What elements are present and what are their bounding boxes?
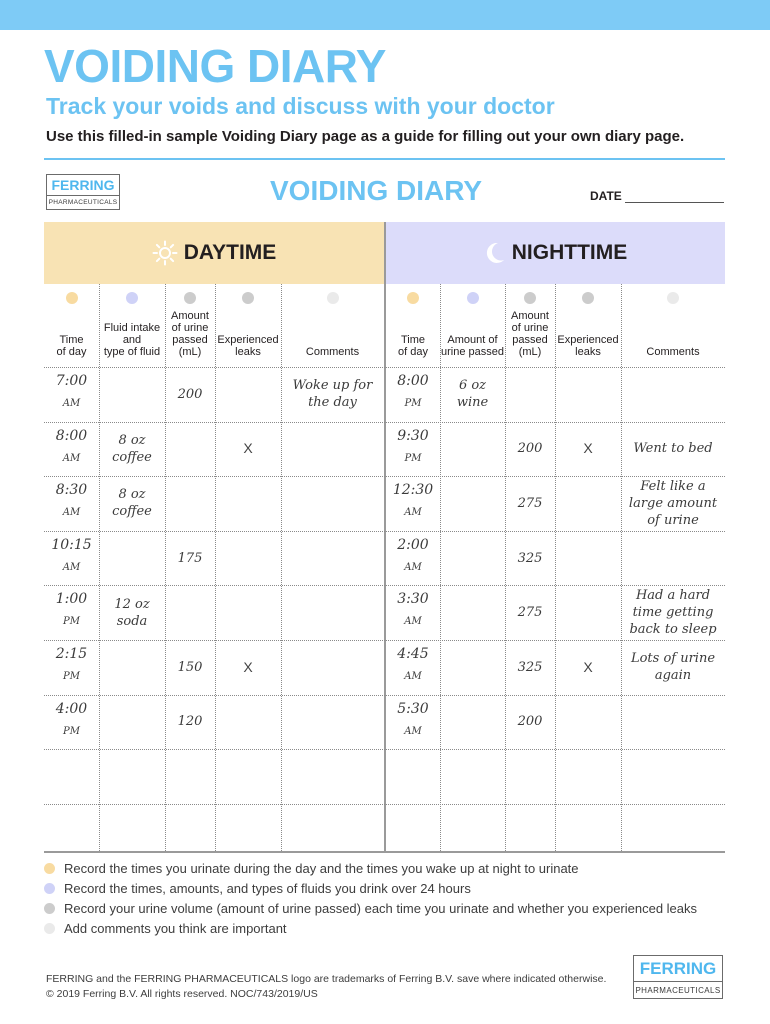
night-leaks-cell[interactable]: X xyxy=(583,440,593,457)
day-header-time-label: Time of day xyxy=(56,334,87,358)
day-leaks-cell[interactable]: X xyxy=(243,440,253,457)
time-value: 8:00 xyxy=(55,427,88,444)
night-leaks-dot xyxy=(582,292,594,304)
day-time-cell[interactable] xyxy=(44,427,99,465)
day-time-cell[interactable] xyxy=(44,809,99,817)
date-label: DATE xyxy=(590,189,622,203)
time-value: 4:45 xyxy=(397,646,429,662)
day-comment-cell[interactable] xyxy=(281,424,384,475)
footer-copyright: © 2019 Ferring B.V. All rights reserved. NOC/743/2019/US xyxy=(46,988,318,1000)
nighttime-banner xyxy=(386,222,725,284)
day-leaks-cell[interactable] xyxy=(215,478,281,529)
row-divider xyxy=(44,640,725,641)
ferring-logo xyxy=(46,174,120,210)
night-leaks-cell[interactable] xyxy=(555,533,621,584)
daytime-label: DAYTIME xyxy=(183,241,277,264)
footer xyxy=(46,972,616,1002)
night-fluid-dot xyxy=(467,292,479,304)
day-header-fluid-label: Fluid intake and type of fluid xyxy=(103,322,161,358)
legend-text: Record the times, amounts, and types of fluids you drink over 24 hours xyxy=(64,881,471,896)
day-amount-cell[interactable]: 120 xyxy=(177,714,203,730)
day-fluid-cell[interactable]: 12 oz soda xyxy=(114,596,150,629)
instruction-text: Use this filled-in sample Voiding Diary page as a guide for filling out your own diary page. xyxy=(46,128,685,145)
day-fluid-cell[interactable]: 8 oz coffee xyxy=(112,432,152,465)
day-leaks-cell[interactable]: X xyxy=(243,658,253,675)
day-leaks-cell[interactable] xyxy=(215,369,281,420)
table-bottom-rule xyxy=(44,851,725,853)
day-comment-cell[interactable] xyxy=(281,642,384,693)
ampm-value: PM xyxy=(63,725,80,737)
night-comment-cell[interactable]: Went to bed xyxy=(633,441,713,457)
day-amount-cell[interactable] xyxy=(165,587,215,638)
legend-item xyxy=(44,860,724,877)
night-time-cell[interactable] xyxy=(386,645,440,683)
night-header-time-label: Time of day xyxy=(398,334,428,358)
time-value: 1:00 xyxy=(55,591,88,608)
night-comment-cell[interactable] xyxy=(621,533,725,584)
page-title: VOIDING DIARY xyxy=(44,40,386,92)
day-fluid-cell[interactable]: 8 oz coffee xyxy=(112,487,152,520)
day-header-amount xyxy=(165,306,215,358)
day-amount-dot xyxy=(184,292,196,304)
row-divider xyxy=(44,585,725,586)
day-header-comments-label: Comments xyxy=(305,346,360,358)
diary-title: VOIDING DIARY xyxy=(270,175,483,206)
day-header-comments xyxy=(281,306,384,358)
night-header-fluid-label: Amount of urine passed xyxy=(441,334,504,358)
row-divider xyxy=(44,367,725,368)
day-amount-cell[interactable]: 175 xyxy=(177,550,203,566)
row-divider xyxy=(44,695,725,696)
row-divider xyxy=(44,531,725,532)
night-time-cell[interactable] xyxy=(386,590,440,628)
legend-item xyxy=(44,880,724,897)
day-fluid-cell[interactable] xyxy=(99,806,165,857)
logo-brand: FERRING xyxy=(47,175,119,196)
ampm-value: AM xyxy=(404,725,422,737)
night-leaks-cell[interactable] xyxy=(555,751,621,802)
night-header-amount xyxy=(505,306,555,358)
night-fluid-cell[interactable] xyxy=(440,587,505,638)
night-fluid-cell[interactable] xyxy=(440,533,505,584)
night-leaks-cell[interactable] xyxy=(555,806,621,857)
header-divider xyxy=(44,158,725,160)
ampm-value: PM xyxy=(404,452,422,464)
day-time-dot xyxy=(66,292,78,304)
ampm-value: AM xyxy=(404,671,422,682)
time-value: 12:30 xyxy=(392,482,434,499)
night-header-leaks-label: Experienced leaks xyxy=(557,334,619,358)
night-comment-cell[interactable]: Lots of urine again xyxy=(630,651,716,684)
day-comment-cell[interactable] xyxy=(281,806,384,857)
night-comment-cell[interactable] xyxy=(621,751,725,802)
night-fluid-cell[interactable]: 6 oz wine xyxy=(456,378,489,411)
night-amount-cell[interactable] xyxy=(505,806,555,857)
day-amount-cell[interactable] xyxy=(165,424,215,475)
night-time-dot xyxy=(407,292,419,304)
ampm-value: PM xyxy=(63,671,80,682)
night-fluid-cell[interactable] xyxy=(440,751,505,802)
row-divider xyxy=(44,476,725,477)
day-header-time xyxy=(44,306,99,358)
legend-text: Record your urine volume (amount of urine passed) each time you urinate and whether you experienced leaks xyxy=(64,901,698,916)
time-value: 7:00 xyxy=(55,373,88,389)
night-fluid-cell[interactable] xyxy=(440,478,505,529)
night-amount-cell[interactable]: 325 xyxy=(517,659,543,675)
day-amount-cell[interactable]: 200 xyxy=(177,386,203,402)
night-time-cell[interactable] xyxy=(386,536,440,574)
day-comment-cell[interactable] xyxy=(281,478,384,529)
day-leaks-cell[interactable] xyxy=(215,587,281,638)
nighttime-label: NIGHTTIME xyxy=(511,241,628,264)
sun-icon xyxy=(152,240,178,266)
time-value: 4:00 xyxy=(55,700,88,717)
top-color-bar xyxy=(0,0,770,30)
day-time-cell[interactable] xyxy=(44,372,99,410)
ampm-value: AM xyxy=(62,561,81,573)
legend-text: Record the times you urinate during the day and the times you wake up at night to urinate xyxy=(64,861,579,876)
time-value: 2:15 xyxy=(55,646,88,662)
day-comment-cell[interactable] xyxy=(281,697,384,748)
page-subtitle: Track your voids and discuss with your doctor xyxy=(46,93,555,119)
day-header-fluid xyxy=(99,306,165,358)
row-divider xyxy=(44,804,725,805)
time-value: 10:15 xyxy=(51,536,92,553)
day-time-cell[interactable] xyxy=(44,481,99,519)
night-amount-cell[interactable]: 200 xyxy=(517,441,543,457)
time-value: 8:00 xyxy=(397,373,429,389)
day-header-amount-label: Amount of urine passed (mL) xyxy=(171,310,209,358)
legend xyxy=(44,860,724,940)
night-comment-cell[interactable]: Had a hard time getting back to sleep xyxy=(629,588,717,638)
ampm-value: AM xyxy=(62,398,81,409)
legend-item xyxy=(44,900,724,917)
night-fluid-cell[interactable] xyxy=(440,424,505,475)
night-header-fluid xyxy=(440,306,505,358)
day-comment-cell[interactable]: Woke up for the day xyxy=(292,378,373,411)
night-header-amount-label: Amount of urine passed (mL) xyxy=(511,310,549,358)
time-value: 8:30 xyxy=(55,482,88,499)
ampm-value: AM xyxy=(404,507,422,519)
time-value: 3:30 xyxy=(397,591,429,608)
night-header-comments xyxy=(621,306,725,358)
night-fluid-cell[interactable] xyxy=(440,697,505,748)
logo-sub: PHARMACEUTICALS xyxy=(48,199,118,206)
night-time-cell[interactable] xyxy=(386,809,440,817)
ampm-value: PM xyxy=(63,616,80,628)
night-fluid-cell[interactable] xyxy=(440,642,505,693)
legend-dot xyxy=(44,923,55,934)
night-time-cell[interactable] xyxy=(386,700,440,738)
night-amount-cell[interactable]: 275 xyxy=(517,605,543,621)
date-field[interactable] xyxy=(625,202,724,203)
day-amount-cell[interactable] xyxy=(165,751,215,802)
legend-item xyxy=(44,920,724,937)
legend-dot xyxy=(44,883,55,894)
day-comment-cell[interactable] xyxy=(281,533,384,584)
day-fluid-cell[interactable] xyxy=(99,533,165,584)
time-value: 5:30 xyxy=(397,700,429,717)
night-amount-dot xyxy=(524,292,536,304)
day-time-cell[interactable] xyxy=(44,645,99,683)
day-leaks-cell[interactable] xyxy=(215,697,281,748)
night-comments-dot xyxy=(667,292,679,304)
ampm-value: AM xyxy=(62,507,81,519)
night-comment-cell[interactable] xyxy=(621,369,725,420)
day-comment-cell[interactable] xyxy=(281,751,384,802)
ferring-logo-footer xyxy=(633,955,723,999)
night-comment-cell[interactable]: Felt like a large amount of urine xyxy=(628,478,718,528)
day-fluid-cell[interactable] xyxy=(99,751,165,802)
day-leaks-cell[interactable] xyxy=(215,806,281,857)
night-amount-cell[interactable] xyxy=(505,751,555,802)
night-amount-cell[interactable] xyxy=(505,369,555,420)
row-divider xyxy=(44,422,725,423)
day-amount-cell[interactable] xyxy=(165,806,215,857)
day-fluid-cell[interactable] xyxy=(99,697,165,748)
night-header-comments-label: Comments xyxy=(646,346,700,358)
night-leaks-cell[interactable] xyxy=(555,587,621,638)
ampm-value: AM xyxy=(62,452,81,464)
ampm-value: AM xyxy=(404,616,422,628)
day-comment-cell[interactable] xyxy=(281,587,384,638)
night-header-leaks xyxy=(555,306,621,358)
day-leaks-dot xyxy=(242,292,254,304)
logo-sub: PHARMACEUTICALS xyxy=(635,986,721,995)
ampm-value: AM xyxy=(404,561,422,573)
moon-icon xyxy=(484,241,506,265)
night-comment-cell[interactable] xyxy=(621,806,725,857)
day-comments-dot xyxy=(327,292,339,304)
night-time-cell[interactable] xyxy=(386,427,440,465)
day-header-leaks-label: Experienced leaks xyxy=(217,334,279,358)
night-leaks-cell[interactable]: X xyxy=(583,658,593,675)
day-time-cell[interactable] xyxy=(44,754,99,762)
day-time-cell[interactable] xyxy=(44,700,99,738)
day-fluid-cell[interactable] xyxy=(99,642,165,693)
night-amount-cell[interactable]: 275 xyxy=(517,495,543,511)
night-amount-cell[interactable]: 325 xyxy=(517,550,543,566)
legend-dot xyxy=(44,903,55,914)
ampm-value: PM xyxy=(404,398,422,409)
time-value: 9:30 xyxy=(397,427,429,444)
night-leaks-cell[interactable] xyxy=(555,697,621,748)
daytime-banner xyxy=(44,222,384,284)
night-time-cell[interactable] xyxy=(386,754,440,762)
day-time-cell[interactable] xyxy=(44,590,99,628)
time-value: 2:00 xyxy=(397,536,429,553)
night-leaks-cell[interactable] xyxy=(555,478,621,529)
day-leaks-cell[interactable] xyxy=(215,533,281,584)
footer-trademark: FERRING and the FERRING PHARMACEUTICALS logo are trademarks of Ferring B.V. save where indicated otherwise. xyxy=(46,973,607,985)
day-fluid-cell[interactable] xyxy=(99,369,165,420)
logo-brand: FERRING xyxy=(634,956,722,982)
day-time-cell[interactable] xyxy=(44,536,99,574)
night-header-time xyxy=(386,306,440,358)
night-amount-cell[interactable]: 200 xyxy=(517,714,543,730)
day-amount-cell[interactable] xyxy=(165,478,215,529)
legend-dot xyxy=(44,863,55,874)
night-leaks-cell[interactable] xyxy=(555,369,621,420)
day-header-leaks xyxy=(215,306,281,358)
row-divider xyxy=(44,749,725,750)
day-amount-cell[interactable]: 150 xyxy=(177,659,203,675)
night-comment-cell[interactable] xyxy=(621,697,725,748)
day-fluid-dot xyxy=(126,292,138,304)
night-fluid-cell[interactable] xyxy=(440,806,505,857)
night-time-cell[interactable] xyxy=(386,372,440,410)
day-leaks-cell[interactable] xyxy=(215,751,281,802)
night-time-cell[interactable] xyxy=(386,481,440,519)
legend-text: Add comments you think are important xyxy=(64,921,287,936)
